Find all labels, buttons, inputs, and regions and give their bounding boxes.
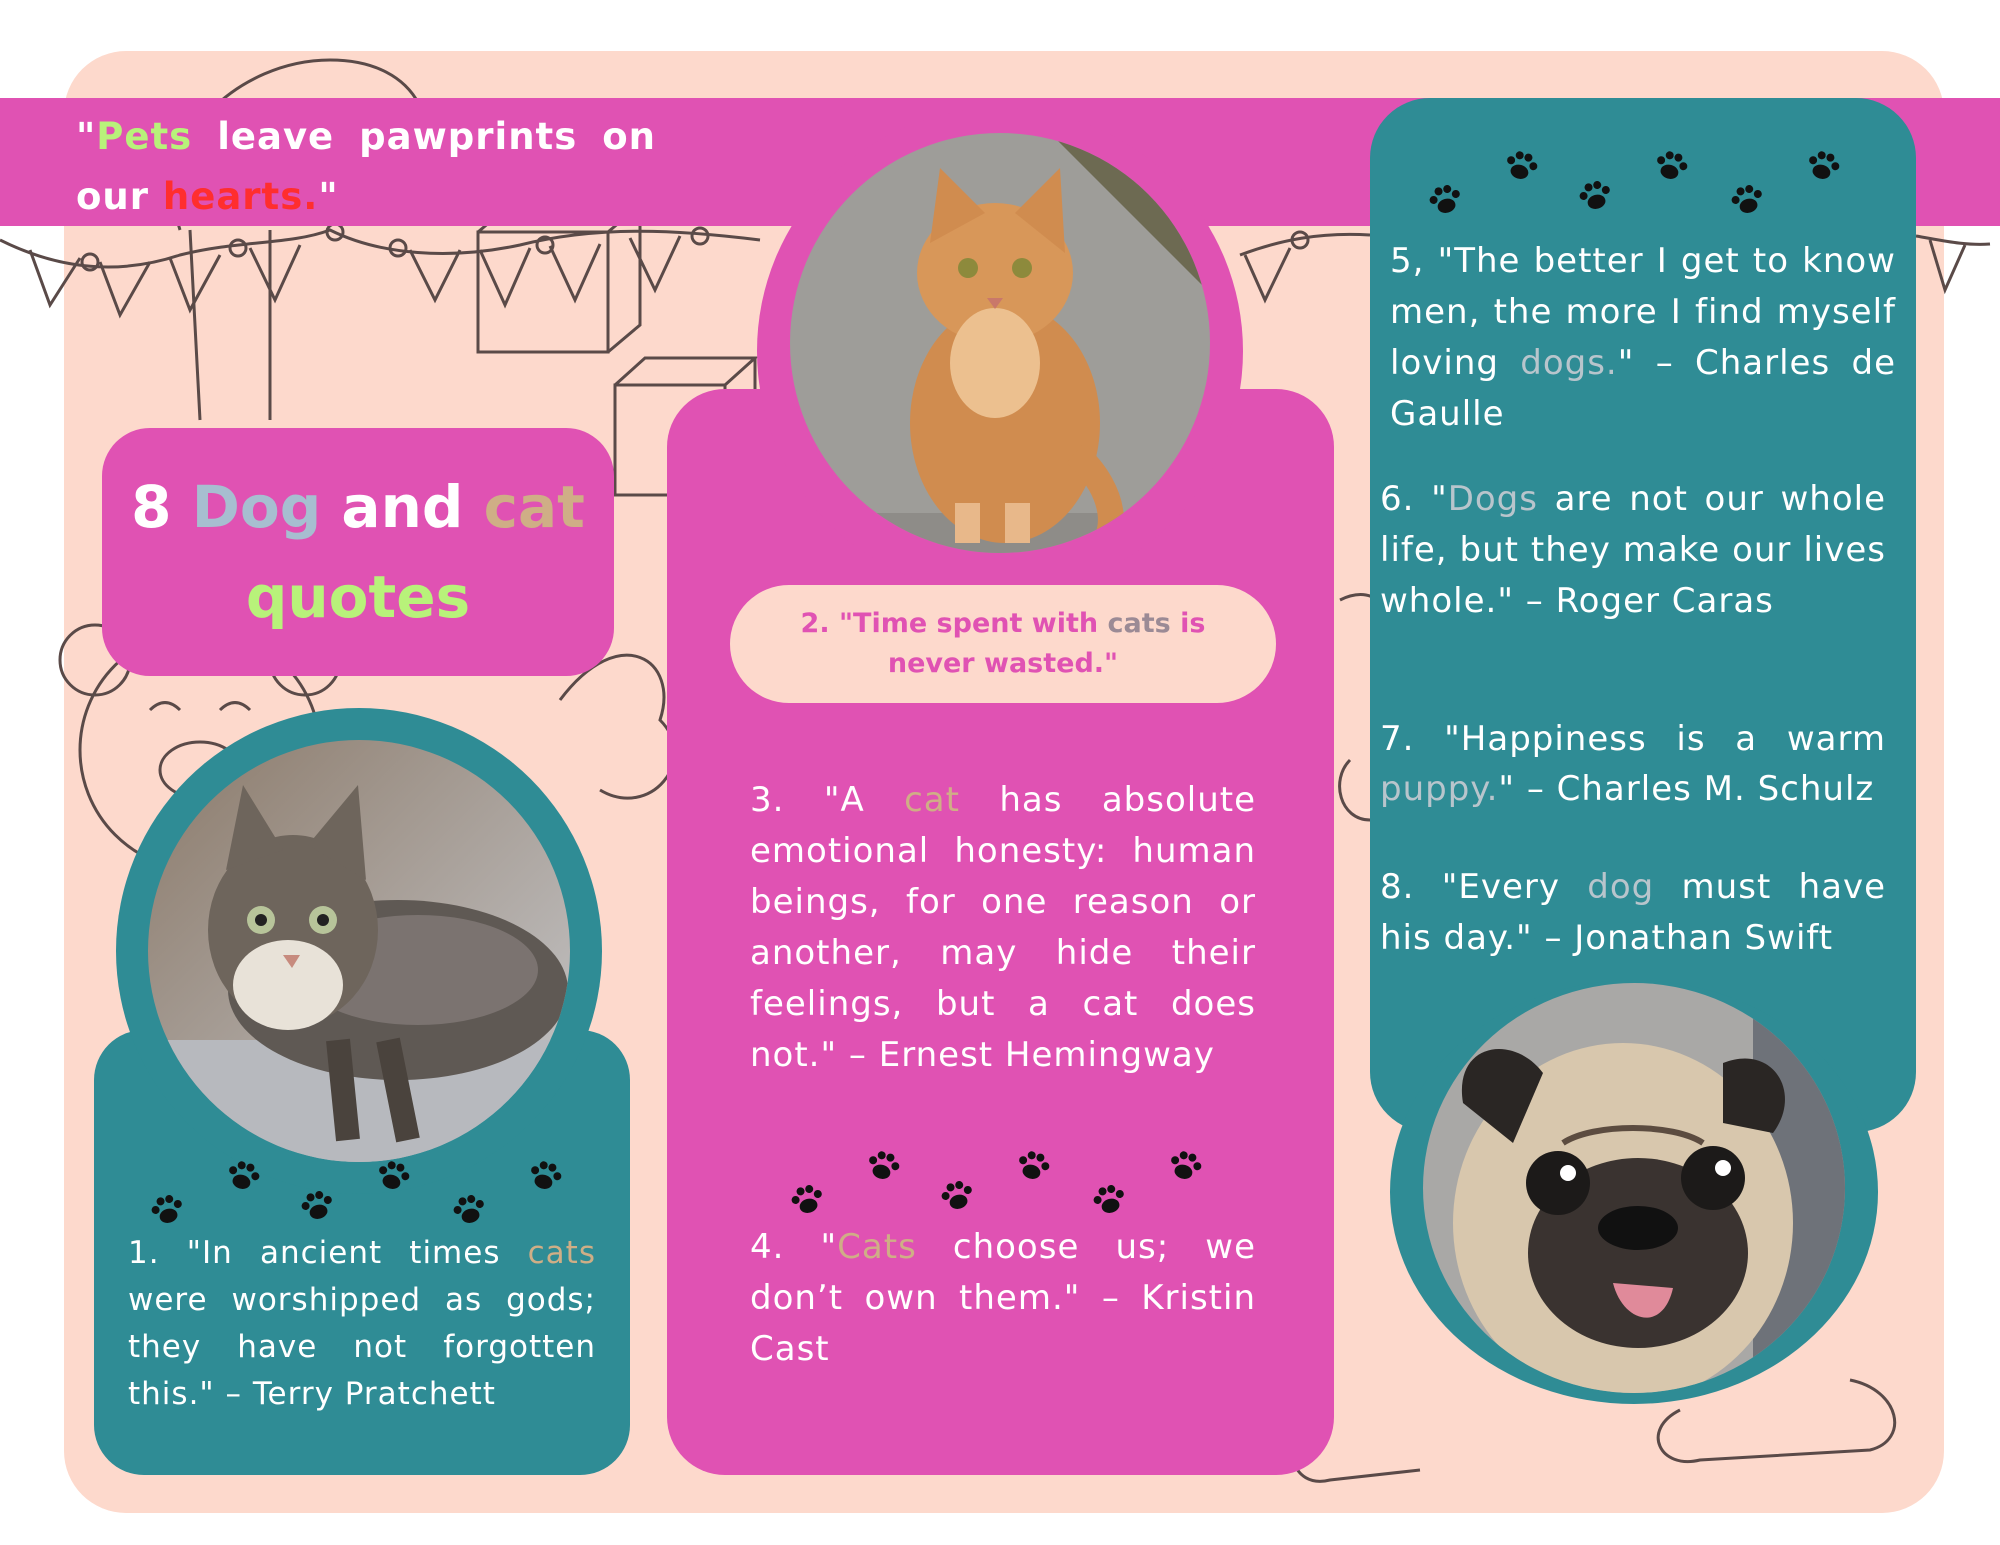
title-box [102,428,614,676]
title-word-cat: cat [483,473,585,541]
quote-6: 6. "Dogs are not our whole life, but they make our lives whole." – Roger Caras [1380,479,1886,621]
tabby-cat-photo [148,740,570,1162]
banner-word-pets: Pets [96,115,193,158]
orange-cat-photo [790,133,1210,553]
quote-5: 5, "The better I get to know men, the more I find myself loving dogs." – Charles de Gaulle [1390,241,1896,434]
quote-3: 3. "A cat has absolute emotional honesty: human beings, for one reason or another, may hide their feelings, but a cat does not." – Ernest Hemingway [750,780,1257,1075]
title-line-2: quotes [245,563,471,631]
quote-7: 7. "Happiness is a warm puppy." – Charles M. Schulz [1380,719,1886,809]
quote-2: 2. "Time spent with cats is never wasted." [800,608,1206,679]
banner-quote: "Pets leave pawprints on our hearts." [76,115,656,218]
quote-4: 4. "Cats choose us; we don’t own them." – Kristin Cast [750,1227,1256,1369]
quote-1: 1. "In ancient times cats were worshipped as gods; they have not forgotten this." – Terry Pratchett [128,1235,596,1412]
quote-8: 8. "Every dog must have his day." – Jonathan Swift [1380,867,1886,958]
title-line-1: 8 Dog and cat [131,473,585,541]
banner-word-hearts: hearts. [162,175,319,218]
quote-2-pill [730,585,1276,703]
pug-dog-photo [1423,983,1845,1393]
title-word-dog: Dog [191,473,322,541]
